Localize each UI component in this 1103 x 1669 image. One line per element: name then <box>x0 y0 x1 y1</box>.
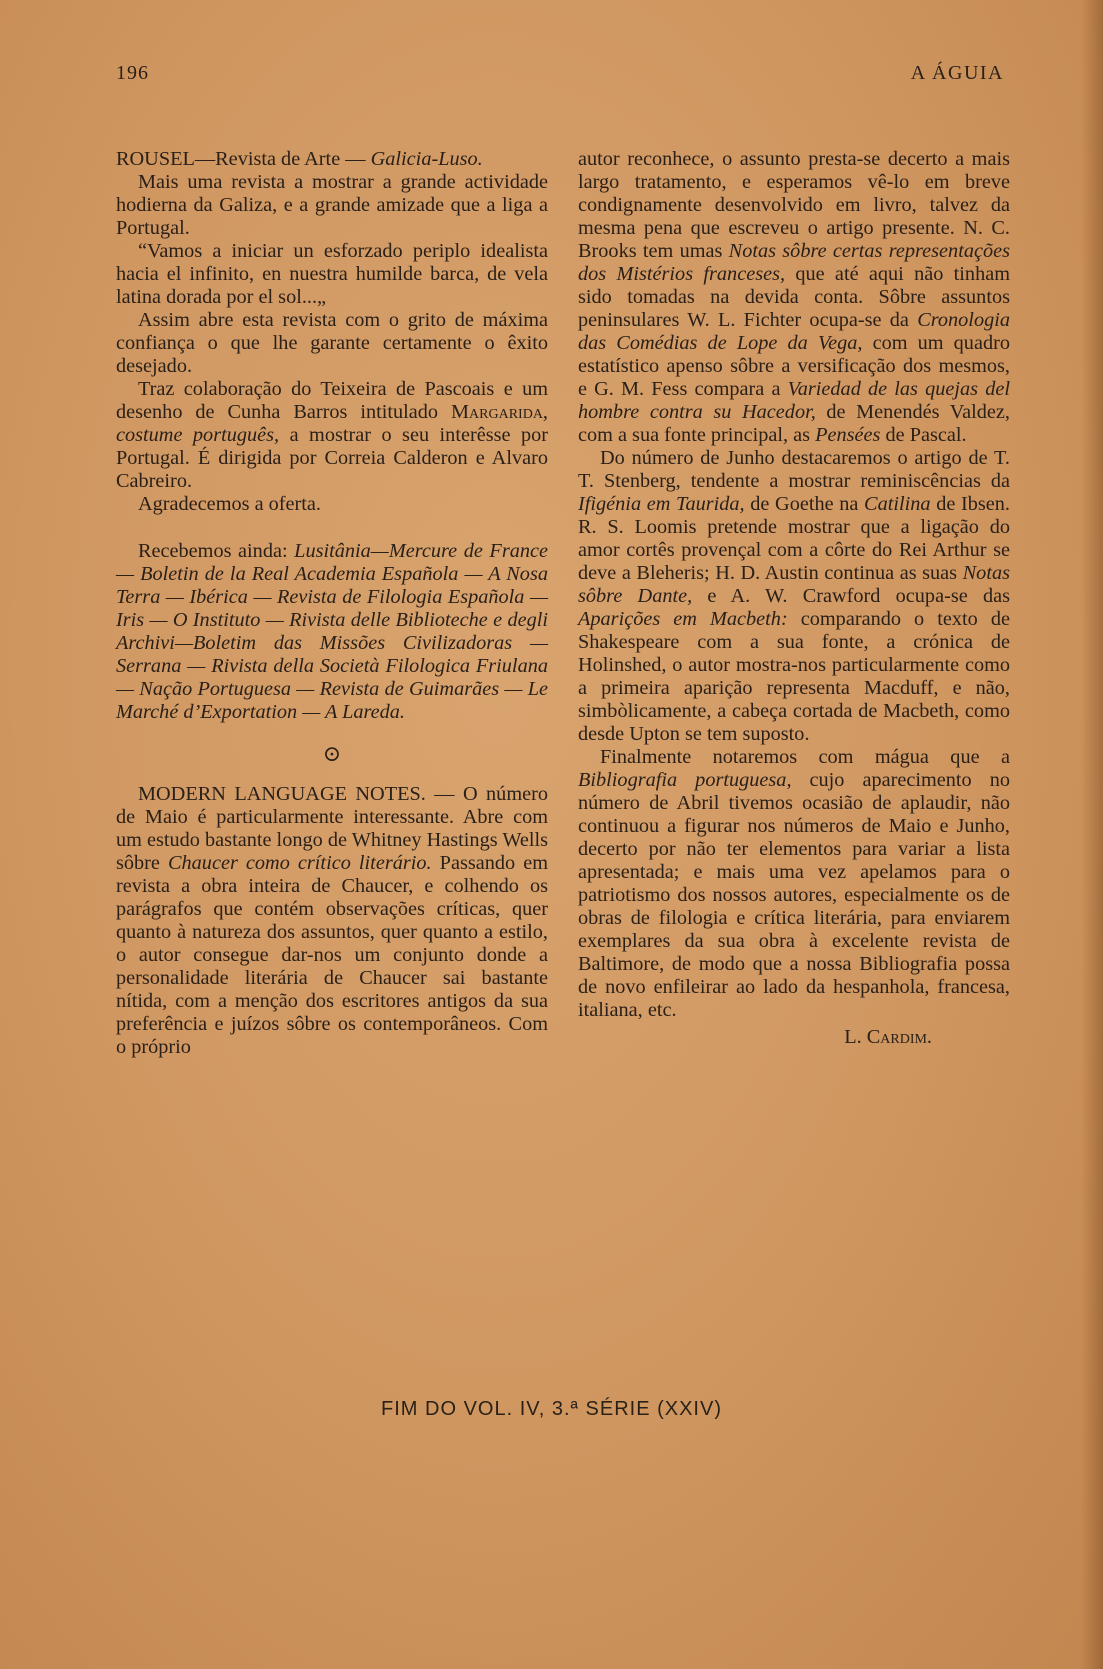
text-italic: Galicia-Luso. <box>370 148 483 170</box>
paragraph: Agradecemos a oferta. <box>138 493 321 515</box>
paragraph-continued <box>578 148 1010 447</box>
running-title: A ÁGUIA <box>910 62 1004 84</box>
text: Do número de Junho destacaremos o artigo de T. T. Stenberg, tendente a mostrar reminiscências da <box>578 447 1010 492</box>
text-italic: Catilina <box>864 493 931 515</box>
text: cujo aparecimento no número de Abril tivemos ocasião de aplaudir, não continuou a figurar nos números de Maio e Junho, decerto por não ter elementos para variar a lista apresentada; e mais uma vez apelamos para o patriotismo dos nossos autores, especialmente os de obras de filologia e crítica literária, para enviarem exemplares da sua obra à excelente revista de Baltimore, de modo que a nossa Bibliografia possa de novo enfileirar ao lado da hespanhola, francesa, italiana, etc. <box>578 769 1010 1021</box>
text: com um quadro estatístico apenso sôbre a versificação dos mesmos, e G. M. Fess compara a <box>578 332 1010 400</box>
paragraph <box>116 378 548 493</box>
text-italic: Variedad de las quejas del hombre contra su Hacedor, <box>578 378 1010 423</box>
text-italic: Lusitânia—Mercure de France— Boletin de la Real Academia Española — A Nosa Terra — Ibérica — Revista de Filologia Española — Iris — O Instituto — Rivista delle Biblioteche e degli Archivi—Boletim das Missões Civilizadoras — Serrana — Rivista della Società Filologica Friulana — Nação Portuguesa — Revista de Guimarães — Le Marché d’Exportation — A Lareda. <box>116 540 548 723</box>
text: MODERN LANGUAGE NOTES. — O número de Maio é particularmente interessante. Abre com um estudo bastante longo de Whitney Hastings Wells sôbre <box>116 783 548 874</box>
paragraph-final <box>578 746 1010 1022</box>
ornament-icon: ⊙ <box>322 741 342 766</box>
quote-paragraph: “Vamos a iniciar un esforzado periplo idealista hacia el infinito, en nuestra humilde barca, de vela latina dorada por el sol...„ <box>116 240 548 308</box>
text: Recebemos ainda: <box>138 540 295 562</box>
text: de Goethe na <box>744 493 865 515</box>
text: Traz colaboração do Teixeira de Pascoais e um desenho de Cunha Barros intitulado <box>116 378 548 423</box>
paragraph: Mais uma revista a mostrar a grande actividade hodierna da Galiza, e a grande amizade que a liga a Portugal. <box>116 171 548 239</box>
right-column <box>578 148 1010 1049</box>
text-italic: Pensées <box>815 424 881 446</box>
text-italic: Cronologia das Comédias de Lope da Vega, <box>578 309 1010 354</box>
spacer <box>116 516 548 540</box>
text-italic: Bibliografia portuguesa, <box>578 769 792 791</box>
page-header <box>116 62 1004 90</box>
text: comparando o texto de Shakespeare com a sua fonte, a crónica de Holinshed, o autor mostra-nos particularmente como a primeira aparição representa Macduff, e não, simbòlicamente, a cabeça cortada de Macbeth, como desde Upton se tem suposto. <box>578 608 1010 745</box>
signature: L. Cardim. <box>844 1026 932 1048</box>
text-italic: costume português, <box>116 424 280 446</box>
left-column <box>116 148 548 1059</box>
text: de Pascal. <box>880 424 967 446</box>
text: que até aqui não tinham sido tomadas na devida conta. Sôbre assuntos peninsulares W. L. Fichter ocupa-se da <box>578 263 1010 331</box>
text-italic: Notas sôbre Dante, <box>578 562 1010 607</box>
paragraph-rousel <box>116 148 548 171</box>
text: a mostrar o seu interêsse por Portugal. É dirigida por Correia Calderon e Alvaro Cabreiro. <box>116 424 548 492</box>
text-italic: Aparições em Macbeth: <box>578 608 788 630</box>
text: autor reconhece, o assunto presta-se decerto a mais largo tratamento, e esperamos vê-lo em breve condignamente desenvolvido em livro, talvez da mesma pena que escreveu o artigo presente. N. C. Brooks tem umas <box>578 148 1010 262</box>
text: e A. W. Crawford ocupa-se das <box>692 585 1010 607</box>
text: de Menendés Valdez, com a sua fonte principal, as <box>578 401 1010 446</box>
paragraph: Assim abre esta revista com o grito de máxima confiança o que lhe garante certamente o êxito desejado. <box>116 309 548 377</box>
text-smallcaps: Margarida, <box>451 401 548 423</box>
text: Finalmente notaremos com mágua que a <box>600 746 1010 768</box>
text: ROUSEL—Revista de Arte — <box>116 148 371 170</box>
paragraph-received <box>116 540 548 724</box>
paragraph-mln <box>116 783 548 1059</box>
page-number: 196 <box>116 62 149 84</box>
text: Passando em revista a obra inteira de Chaucer, e colhendo os parágrafos que contém observações críticas, quer quanto à natureza dos assuntos, quer quanto a estilo, o autor consegue dar-nos um conjunto donde a personalidade literária de Chaucer sai bastante nítida, com a menção dos escritores antigos da sua preferência e juízos sôbre os contemporâneos. Com o próprio <box>116 852 548 1058</box>
volume-end-note: FIM DO VOL. IV, 3.ª SÉRIE (XXIV) <box>381 1398 722 1420</box>
paragraph-june <box>578 447 1010 746</box>
text-italic: Ifigénia em Taurida, <box>578 493 745 515</box>
text-italic: Notas sôbre certas representações dos Mistérios franceses, <box>578 240 1011 285</box>
text-italic: Chaucer como crítico literário. <box>168 852 432 874</box>
text: de Ibsen. R. S. Loomis pretende mostrar que a ligação do amor cortês provençal com a côrte do Rei Arthur se deve a Bleheris; H. D. Austin continua as suas <box>578 493 1010 584</box>
